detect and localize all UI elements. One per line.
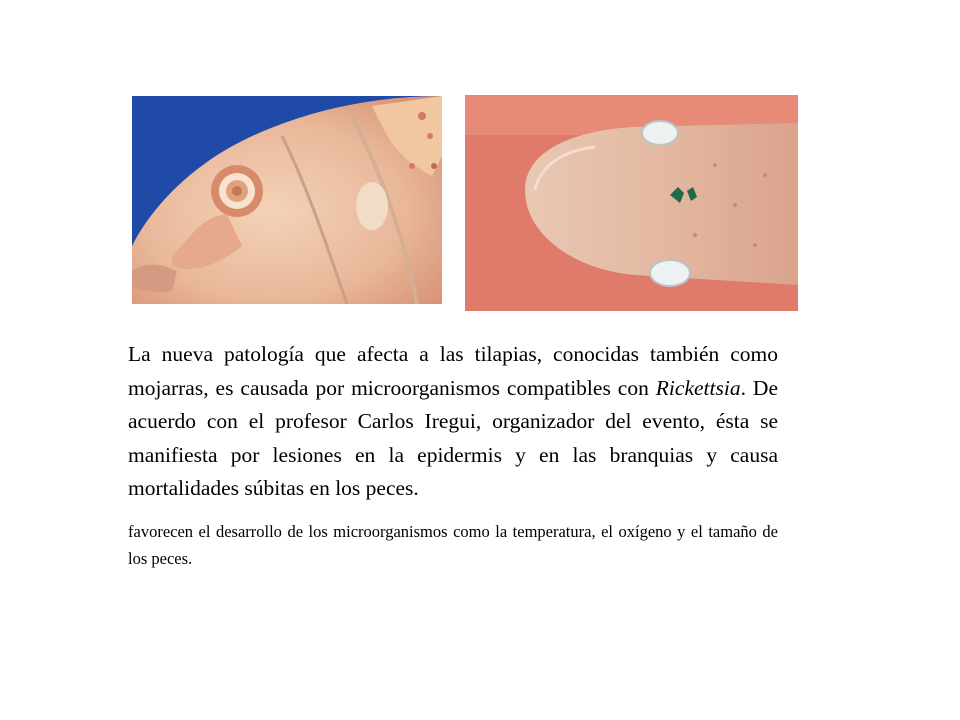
rickettsia-italic: Rickettsia (655, 375, 741, 400)
fish-head-illustration (132, 96, 442, 304)
fish-dorsal-illustration (465, 95, 798, 311)
fish-head-image (132, 96, 442, 304)
fish-dorsal-image (465, 95, 798, 311)
main-paragraph-text-1: La nueva patología que afecta a las tilapias, conocidas también como mojarras, es causada por microorganismos compatibles con (128, 342, 778, 400)
secondary-paragraph: favorecen el desarrollo de los microorganismos como la temperatura, el oxígeno y el tamaño de los peces. (128, 522, 778, 568)
main-paragraph (128, 338, 778, 506)
main-paragraph-text-2: . De acuerdo con el profesor Carlos Iregui, organizador del evento, ésta se manifiesta por lesiones en la epidermis y en las branquias y causa mortalidades súbitas en los peces. (128, 375, 778, 500)
